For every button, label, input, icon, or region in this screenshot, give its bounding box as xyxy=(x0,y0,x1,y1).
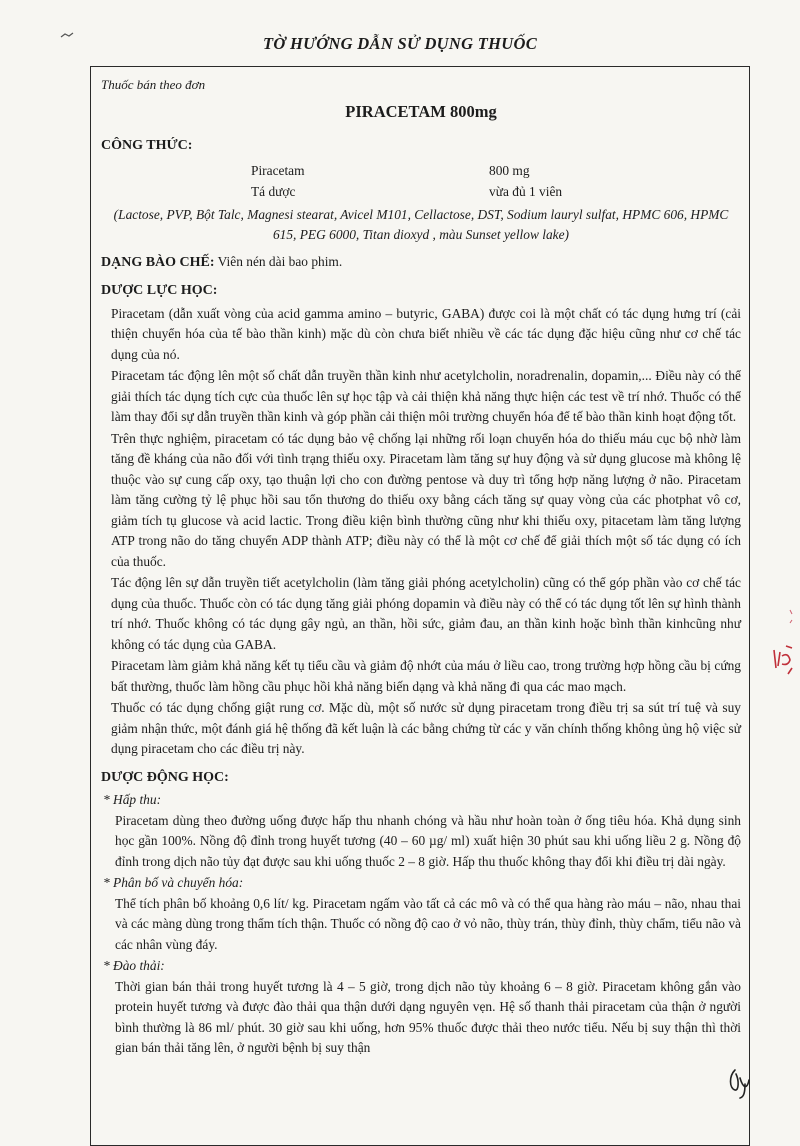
elimination-label: * Đào thải: xyxy=(103,958,165,973)
formula-table xyxy=(101,161,741,205)
prescription-note: Thuốc bán theo đơn xyxy=(101,77,206,92)
scan-speck-mark xyxy=(60,30,74,40)
document-content xyxy=(101,75,741,1060)
formula-heading: CÔNG THỨC: xyxy=(101,138,193,153)
ingredient-amount: vừa đủ 1 viên xyxy=(489,183,563,199)
pharmacodynamics-paragraph: Thuốc có tác dụng chống giật rung cơ. Mặc dù, một số nước sử dụng piracetam trong điều trị sa sút trí tuệ và suy giảm nhận thức, một đánh giá hệ thống đã kết luận là các bằng chứng từ các y văn chính thống không ủng hộ việc sử dụng piracetam cho các điều trị này. xyxy=(111,700,741,756)
absorption-label: * Hấp thu: xyxy=(103,792,162,807)
handwritten-page-mark xyxy=(727,1066,753,1100)
pharmacokinetics-heading: DƯỢC ĐỘNG HỌC: xyxy=(101,769,229,785)
elimination-text: Thời gian bán thải trong huyết tương là 4 – 5 giờ, trong dịch não tủy khoảng 6 – 8 giờ. Piracetam không gắn vào protein huyết tương và được đào thải qua thận dưới dạng nguyên vẹn. Hệ số thanh thải piracetam của thận ở người bình thường là 86 ml/ phút. 30 giờ sau khi uống, hơn 95% thuốc được thải theo nước tiểu. Nếu bị suy thận thì thời gian bán thải tăng lên, ở người bệnh bị suy thận xyxy=(115,978,741,1055)
distribution-label: * Phân bố và chuyển hóa: xyxy=(103,875,244,890)
dosage-form-value: Viên nén dài bao phim. xyxy=(217,253,343,269)
document-header: TỜ HƯỚNG DẪN SỬ DỤNG THUỐC xyxy=(263,34,537,53)
pharmacodynamics-heading: DƯỢC LỰC HỌC: xyxy=(101,283,218,298)
ingredient-name: Tá dược xyxy=(251,183,296,199)
ingredient-amount: 800 mg xyxy=(489,162,530,178)
pharmacodynamics-paragraph: Piracetam (dẫn xuất vòng của acid gamma amino – butyric, GABA) được coi là một chất có tác dụng hưng trí (cải thiện chuyển hóa của tế bào thần kinh) mặc dù còn chưa biết nhiều về các tác dụng đặc hiệu cũng như cơ chế tác dụng của nó. xyxy=(111,305,741,362)
dosage-form xyxy=(101,252,741,274)
pharmacodynamics-paragraph: Piracetam tác động lên một số chất dẫn truyền thần kinh như acetylcholin, noradrenalin, dopamin,... Điều này có thể giải thích tác dụng tích cực của thuốc lên sự học tập và cải thiện khả năng thực hiện các test về trí nhớ. Thuốc có thể làm thay đổi sự dẫn truyền thần kinh và góp phần cải thiện môi trường chuyển hóa để tế bào thần kinh hoạt động tốt. xyxy=(111,368,741,424)
distribution-text: Thể tích phân bố khoảng 0,6 lít/ kg. Piracetam ngấm vào tất cả các mô và có thể qua hàng rào máu – não, nhau thai và các màng dùng trong thẩm tích thận. Thuốc có nồng độ cao ở vỏ não, thùy trán, thùy đỉnh, thùy chẩm, tiểu não và các nhân vùng đáy. xyxy=(115,895,741,952)
red-stamp-mark xyxy=(768,590,798,690)
pharmacodynamics-paragraph: Trên thực nghiệm, piracetam có tác dụng bảo vệ chống lại những rối loạn chuyển hóa do thiếu máu cục bộ nhờ làm tăng đề kháng của não đối với tình trạng thiếu oxy. Piracetam làm tăng sự huy động và sử dụng glucose mà không lệ thuộc vào sự cung cấp oxy, tạo thuận lợi cho con đường pentose và duy trì tổng hợp năng lượng ở não. Piracetam làm tăng cường tỷ lệ phục hồi sau tổn thương do thiếu oxy bằng cách tăng sự quay vòng của các photphat vô cơ, giảm tích tụ glucose và acid lactic. Trong điều kiện bình thường cũng như khi thiếu oxy, pitacetam làm tăng lượng ATP trong não do tăng chuyển ADP thành ATP; điều này có thể là một cơ chế để giải thích một số tác dụng có ích của thuốc. xyxy=(111,430,741,569)
dosage-form-label: DẠNG BÀO CHẾ: xyxy=(101,254,215,270)
ingredient-name: Piracetam xyxy=(251,162,305,178)
pharmacodynamics-paragraph: Piracetam làm giảm khả năng kết tụ tiểu cầu và giảm độ nhớt của máu ở liều cao, trong trường hợp hồng cầu bị cứng bất thường, thuốc làm hồng cầu phục hồi khả năng biến dạng và khả năng đi qua các mao mạch. xyxy=(111,658,741,694)
document-frame xyxy=(90,66,750,1146)
excipients-list: (Lactose, PVP, Bột Talc, Magnesi stearat, Avicel M101, Cellactose, DST, Sodium lauryl sulfat, HPMC 606, HPMC 615, PEG 6000, Titan dioxyd , màu Sunset yellow lake) xyxy=(113,206,729,242)
formula-row xyxy=(101,182,741,203)
formula-row xyxy=(101,161,741,182)
absorption-text: Piracetam dùng theo đường uống được hấp thu nhanh chóng và hầu như hoàn toàn ở ống tiêu hóa. Khả dụng sinh học gần 100%. Nồng độ đỉnh trong huyết tương (40 – 60 µg/ ml) xuất hiện 30 phút sau khi uống liều 2 g. Nồng độ đỉnh trong dịch não tủy đạt được sau khi uống thuốc 2 – 8 giờ. Hấp thu thuốc không thay đổi khi điều trị dài ngày. xyxy=(115,812,741,869)
product-title: PIRACETAM 800mg xyxy=(345,101,497,121)
pharmacodynamics-paragraph: Tác động lên sự dẫn truyền tiết acetylcholin (làm tăng giải phóng acetylcholin) cũng có thể góp phần vào cơ chế tác dụng của thuốc. Thuốc còn có tác dụng tăng giải phóng dopamin và điều này có thể có tác dụng tốt lên sự hình thành trí nhớ. Thuốc không có tác dụng gây ngủ, an thần, hồi sức, giảm đau, an thần kinh hoặc bình thần kinhcũng như không có tác dụng của GABA. xyxy=(111,575,741,652)
